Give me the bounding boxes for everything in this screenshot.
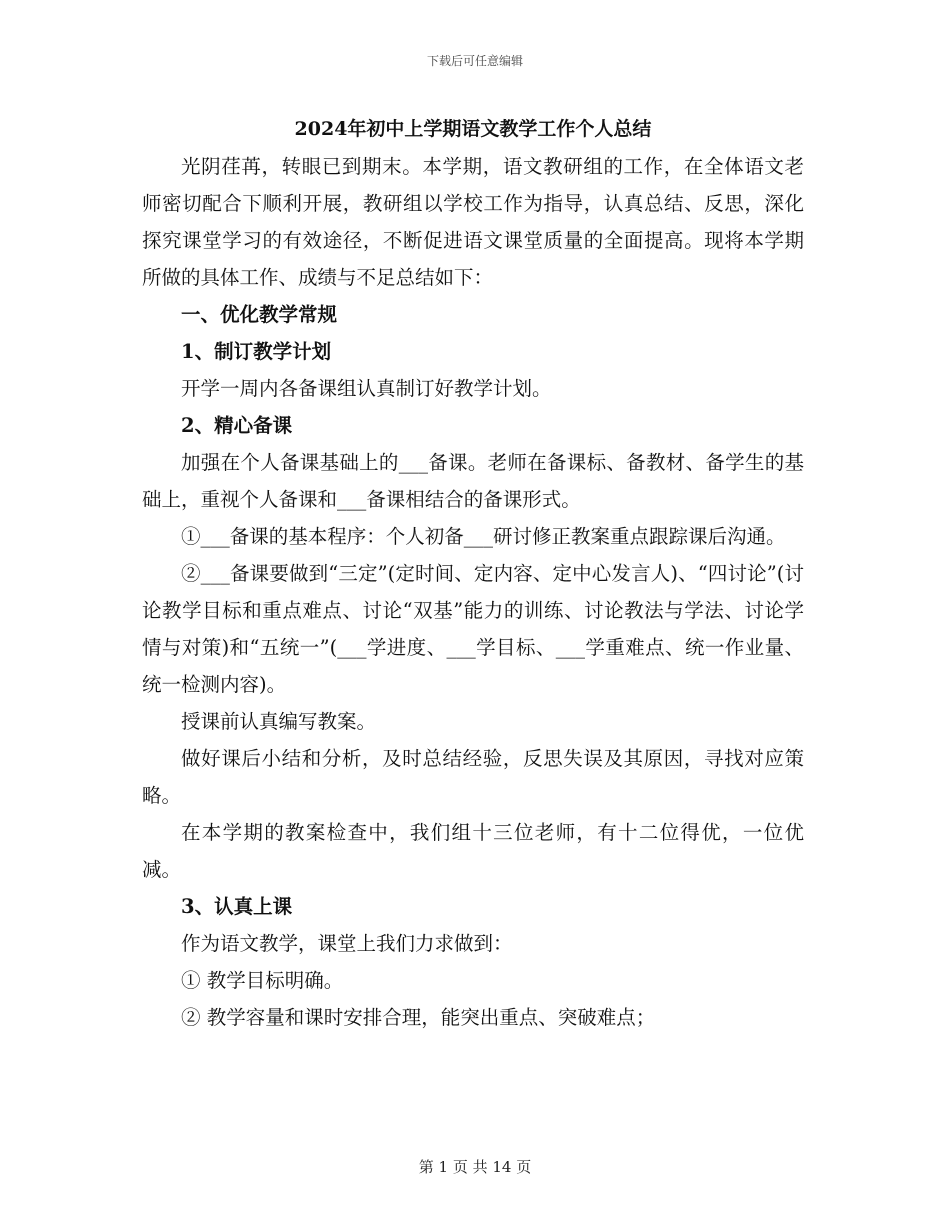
paragraph: 在本学期的教案检查中，我们组十三位老师，有十二位得优，一位优减。 [142,821,804,881]
paragraph: 开学一周内各备课组认真制订好教学计划。 [181,377,552,400]
subheading-3: 3、认真上课 [181,895,293,918]
paragraph: 做好课后小结和分析，及时总结经验，反思失误及其原因，寻找对应策略。 [142,747,804,807]
list-item: ② 教学容量和课时安排合理，能突出重点、突破难点； [181,1006,656,1029]
subheading-2: 2、精心备课 [181,414,293,437]
list-item: ① 教学目标明确。 [181,969,344,992]
subheading-1: 1、制订教学计划 [181,340,332,363]
paragraph: ①___备课的基本程序：个人初备___研讨修正教案重点跟踪课后沟通。 [181,525,786,548]
paragraph: 授课前认真编写教案。 [181,710,377,733]
paragraph: 加强在个人备课基础上的___备课。老师在备课标、备教材、备学生的基础上，重视个人备课和___备课相结合的备课形式。 [142,451,804,511]
document-body [142,112,804,1036]
page-footer: 第 1 页 共 14 页 [418,1158,532,1176]
paragraph: 作为语文教学，课堂上我们力求做到： [181,932,513,955]
section-heading-1: 一、优化教学常规 [181,303,338,326]
header-note: 下载后可任意编辑 [426,54,523,68]
paragraph-intro: 光阴荏苒，转眼已到期末。本学期，语文教研组的工作，在全体语文老师密切配合下顺利开展，教研组以学校工作为指导，认真总结、反思，深化探究课堂学习的有效途径，不断促进语文课堂质量的全面提高。现将本学期所做的具体工作、成绩与不足总结如下： [142,155,804,289]
paragraph: ②___备课要做到“三定”(定时间、定内容、定中心发言人)、“四讨论”(讨论教学目标和重点难点、讨论“双基”能力的训练、讨论教法与学法、讨论学情与对策)和“五统一”(___学进度、___学目标、___学重难点、统一作业量、统一检测内容)。 [142,562,804,696]
document-title: 2024年初中上学期语文教学工作个人总结 [294,118,652,140]
